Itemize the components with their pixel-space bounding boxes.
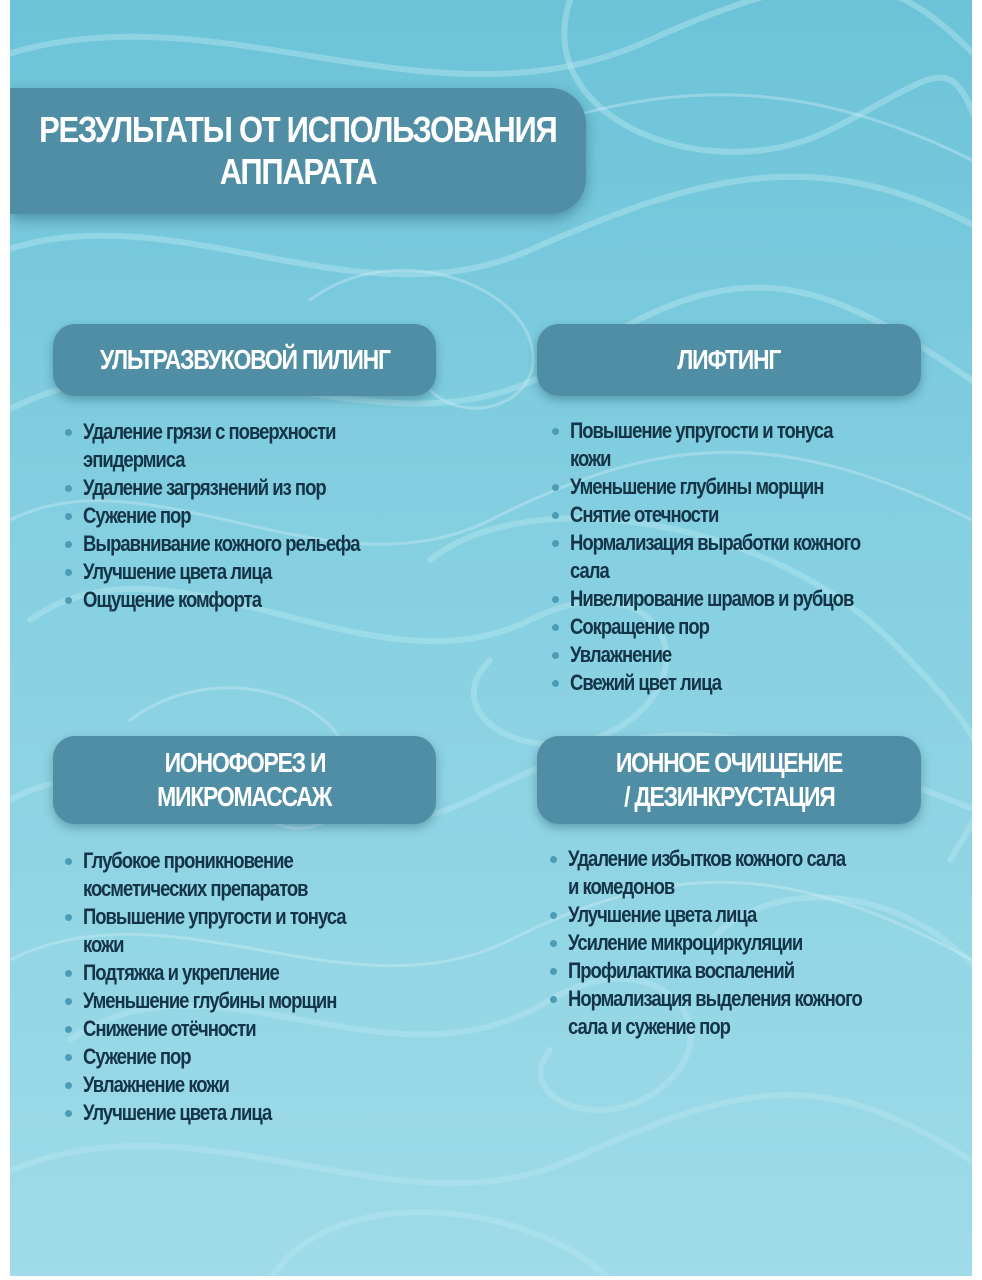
bullet-dot <box>65 914 72 921</box>
section-heading-text-line-2: / ДЕЗИНКРУСТАЦИЯ <box>623 781 835 812</box>
section-heading-text-line-1: ИОННОЕ ОЧИЩЕНИЕ <box>615 747 843 778</box>
section-heading-iontophoresis <box>53 736 436 824</box>
bullet-dot <box>552 624 559 631</box>
list-item: Удаление загрязнений из пор <box>63 474 453 502</box>
list-item: Нивелирование шрамов и рубцов <box>550 585 950 613</box>
bullet-dot <box>65 1054 72 1061</box>
section-heading-ultrasonic-peeling <box>53 324 436 396</box>
list-item: Улучшение цвета лица <box>63 1099 463 1127</box>
bullet-dot <box>65 569 72 576</box>
list-item: Профилактика воспалений <box>548 957 948 985</box>
ionic-cleansing-list <box>548 845 948 1041</box>
bullet-dot <box>552 428 559 435</box>
list-item: Улучшение цвета лица <box>548 901 948 929</box>
list-item: Улучшение цвета лица <box>63 558 453 586</box>
section-heading-lifting <box>537 324 921 396</box>
bullet-dot <box>65 429 72 436</box>
ultrasonic-peeling-list <box>63 418 453 614</box>
bullet-dot <box>550 856 557 863</box>
list-item: Ощущение комфорта <box>63 586 453 614</box>
infographic-page <box>10 0 972 1276</box>
bullet-dot <box>65 970 72 977</box>
list-item: Выравнивание кожного рельефа <box>63 530 453 558</box>
page-title-line-2: АППАРАТА <box>219 151 377 192</box>
iontophoresis-list <box>63 847 463 1127</box>
bullet-dot <box>550 996 557 1003</box>
list-item: Снятие отечности <box>550 501 950 529</box>
section-heading-text-line-2: МИКРОМАССАЖ <box>157 781 332 812</box>
bullet-dot <box>65 597 72 604</box>
bullet-dot <box>65 1110 72 1117</box>
list-item: Свежий цвет лица <box>550 669 950 697</box>
section-heading-text-line-1: ИОНОФОРЕЗ И <box>164 747 325 778</box>
bullet-dot <box>552 596 559 603</box>
list-item: Снижение отёчности <box>63 1015 463 1043</box>
list-item: Увлажнение <box>550 641 950 669</box>
section-heading-text: ЛИФТИНГ <box>677 344 781 375</box>
list-item: Нормализация выработки кожного сала <box>550 529 950 585</box>
page-title-line-1: РЕЗУЛЬТАТЫ ОТ ИСПОЛЬЗОВАНИЯ <box>39 109 557 150</box>
bullet-dot <box>65 998 72 1005</box>
title-banner <box>10 88 586 214</box>
bullet-dot <box>552 484 559 491</box>
list-item: Сужение пор <box>63 1043 463 1071</box>
list-item: Повышение упругости и тонуса кожи <box>550 417 950 473</box>
bullet-dot <box>65 485 72 492</box>
list-item: Глубокое проникновение косметических препаратов <box>63 847 463 903</box>
list-item: Удаление избытков кожного сала и комедонов <box>548 845 948 901</box>
list-item: Нормализация выделения кожного сала и сужение пор <box>548 985 948 1041</box>
section-heading-text: УЛЬТРАЗВУКОВОЙ ПИЛИНГ <box>99 344 390 375</box>
list-item: Сужение пор <box>63 502 453 530</box>
list-item: Сокращение пор <box>550 613 950 641</box>
bullet-dot <box>550 968 557 975</box>
bullet-dot <box>65 858 72 865</box>
list-item: Уменьшение глубины морщин <box>63 987 463 1015</box>
list-item: Уменьшение глубины морщин <box>550 473 950 501</box>
list-item: Подтяжка и укрепление <box>63 959 463 987</box>
list-item: Удаление грязи с поверхности эпидермиса <box>63 418 453 474</box>
bullet-dot <box>552 540 559 547</box>
lifting-list <box>550 417 950 697</box>
bullet-dot <box>65 1082 72 1089</box>
list-item: Повышение упругости и тонуса кожи <box>63 903 463 959</box>
bullet-dot <box>550 940 557 947</box>
list-item: Увлажнение кожи <box>63 1071 463 1099</box>
bullet-dot <box>65 513 72 520</box>
list-item: Усиление микроциркуляции <box>548 929 948 957</box>
section-heading-ionic-cleansing <box>537 736 921 824</box>
bullet-dot <box>552 680 559 687</box>
bullet-dot <box>550 912 557 919</box>
bullet-dot <box>552 512 559 519</box>
bullet-dot <box>65 1026 72 1033</box>
bullet-dot <box>65 541 72 548</box>
bullet-dot <box>552 652 559 659</box>
